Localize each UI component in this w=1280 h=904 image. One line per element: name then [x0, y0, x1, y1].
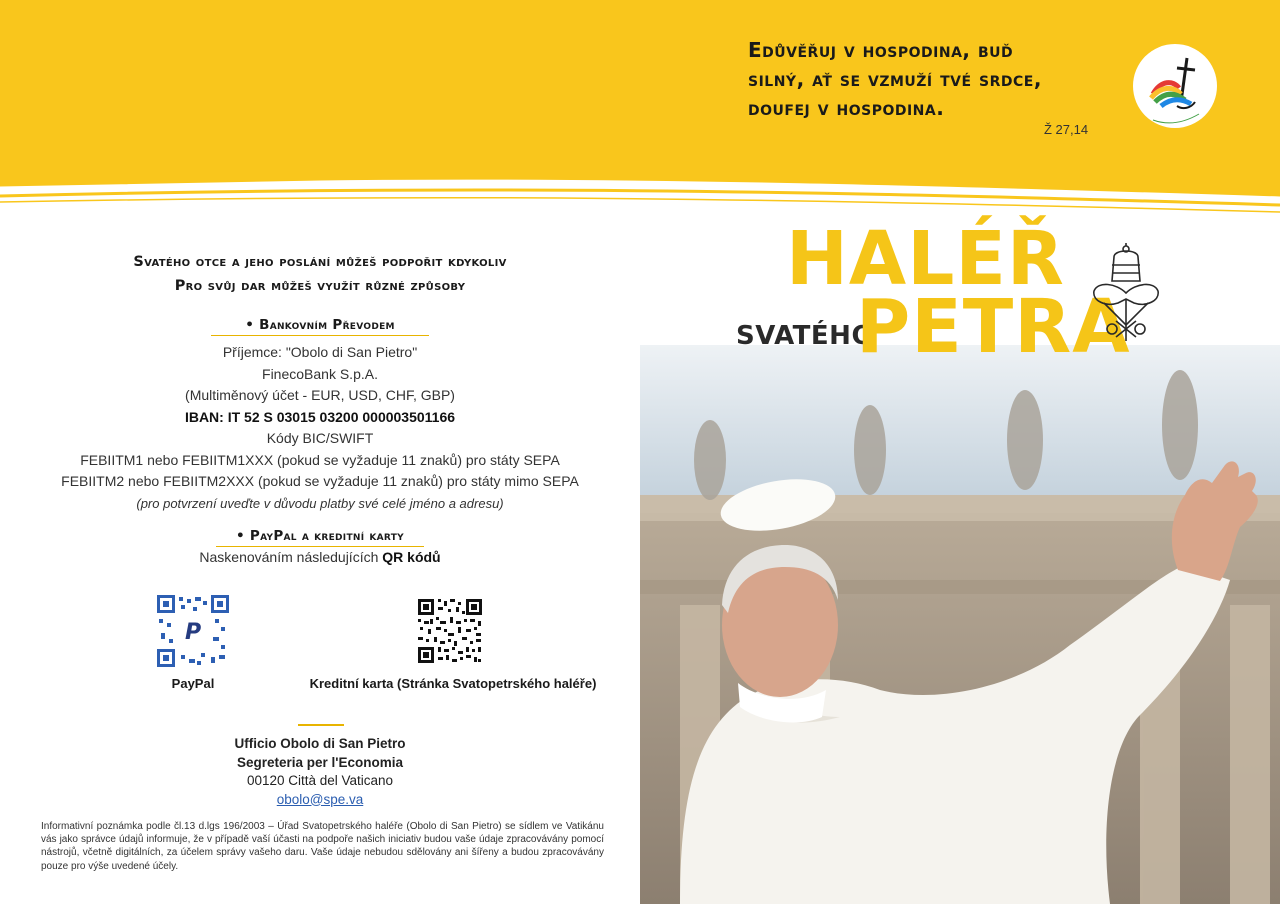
office-address	[0, 735, 640, 809]
paypal-heading-label: • PayPal a kreditní karty	[235, 528, 405, 544]
credit-card-qr-label: Kreditní karta (Stránka Svatopetrského haléře)	[309, 676, 597, 691]
donation-info-panel	[0, 215, 640, 904]
title-haler: HALÉŘ	[786, 216, 1065, 302]
cover-panel	[640, 215, 1280, 904]
bic-heading: Kódy BIC/SWIFT	[266, 430, 374, 446]
privacy-notice: Informativní poznámka podle čl.13 d.lgs 196/2003 – Úřad Svatopetrského haléře (Obolo di San Pietro) se sídlem ve Vatikánu vás jako správce údajů informuje, že v případě vaší účasti na podpoře našich iniciativ budou vaše údaje zpracovávány pomocí nástrojů, včetně digitálních, za účelem správy vašeho daru. Vaše údaje nebudou sdělovány ani šířeny a budou zpracovávány pouze pro výše uvedené účely.	[41, 821, 604, 872]
qr-instructions	[0, 549, 640, 565]
payment-note: (pro potvrzení uveďte v důvodu platby své celé jméno a adresu)	[136, 495, 504, 511]
bank-transfer-heading	[0, 317, 640, 336]
title-svateho: SVATÉHO	[736, 321, 875, 351]
paypal-heading	[0, 528, 640, 547]
title-petra: PETRA	[856, 284, 1131, 370]
account-currencies: (Multiměnový účet - EUR, USD, CHF, GBP)	[185, 387, 455, 403]
bic-sepa: FEBIITM1 nebo FEBIITM1XXX (pokud se vyžaduje 11 znaků) pro státy SEPA	[80, 451, 560, 468]
divider	[298, 724, 344, 726]
office-department: Segreteria per l'Economia	[236, 754, 404, 770]
bible-quote	[748, 36, 1108, 123]
email-link[interactable]: obolo@spe.va	[276, 791, 364, 807]
svg-text:P: P	[184, 620, 202, 645]
recipient: Příjemce: "Obolo di San Pietro"	[222, 344, 418, 360]
intro-line-2: Pro svůj dar můžeš využít různé způsoby	[174, 278, 466, 294]
quote-text: Edůvěřuj v hospodina, buď silný, ať se vzmuží tvé srdce, doufej v hospodina.	[748, 38, 1042, 120]
heading-underline	[211, 335, 429, 336]
paypal-qr-code[interactable]	[157, 595, 229, 667]
credit-card-qr-code[interactable]	[418, 599, 482, 663]
papal-coat-of-arms-icon	[1086, 243, 1166, 343]
pope-photo	[640, 345, 1280, 904]
bic-non-sepa: FEBIITM2 nebo FEBIITM2XXX (pokud se vyžaduje 11 znaků) pro státy mimo SEPA	[61, 473, 579, 489]
quote-reference: Ž 27,14	[1044, 122, 1089, 137]
bank-details	[0, 342, 640, 514]
qr-instructions-text: Naskenováním následujících	[199, 549, 383, 565]
intro-text	[0, 250, 640, 298]
qr-instructions-bold: QR kódů	[382, 549, 441, 565]
intro-line-1: Svatého otce a jeho poslání můžeš podpořit kdykoliv	[133, 254, 507, 270]
jubilee-logo-icon	[1133, 44, 1217, 128]
office-name: Ufficio Obolo di San Pietro	[234, 736, 406, 751]
bank-transfer-heading-label: • Bankovním Převodem	[245, 317, 395, 333]
bank-name: FinecoBank S.p.A.	[262, 365, 378, 382]
iban[interactable]: IBAN: IT 52 S 03015 03200 000003501166	[184, 408, 456, 425]
paypal-qr-label: PayPal	[171, 676, 215, 691]
heading-underline	[216, 546, 424, 547]
office-city: 00120 Città del Vaticano	[246, 773, 394, 788]
